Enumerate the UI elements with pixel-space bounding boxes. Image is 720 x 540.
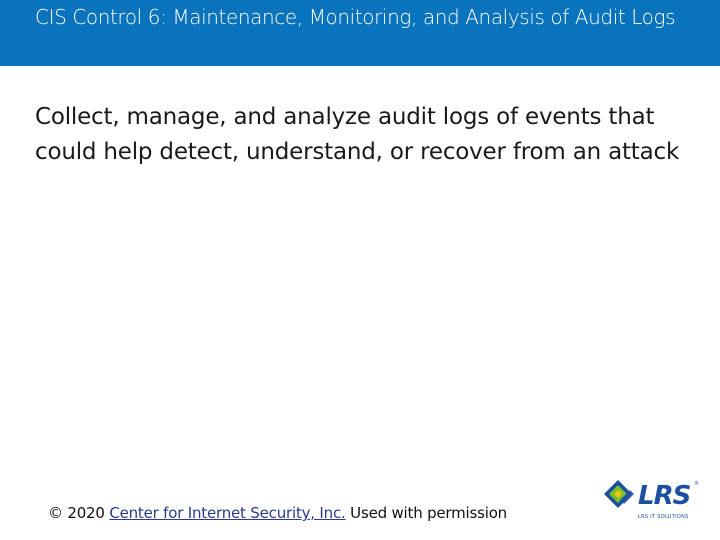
footer-permission: Used with permission (350, 504, 507, 522)
lrs-logo-registered: ® (694, 481, 699, 487)
footer-copyright: © 2020 (48, 504, 105, 522)
slide-title: CIS Control 6: Maintenance, Monitoring, and Analysis of Audit Logs (35, 5, 676, 29)
cis-link[interactable]: Center for Internet Security, Inc. (109, 504, 346, 522)
slide-body-text: Collect, manage, and analyze audit logs of events that could help detect, understand, or recover from an attack (35, 104, 680, 165)
footer-credit (48, 503, 507, 523)
lrs-logo (600, 474, 708, 524)
lrs-logo-text: LRS (638, 481, 691, 511)
lrs-chevron-icon (604, 480, 634, 508)
title-bar (0, 0, 720, 66)
lrs-logo-tagline: LRS IT SOLUTIONS (638, 514, 689, 520)
